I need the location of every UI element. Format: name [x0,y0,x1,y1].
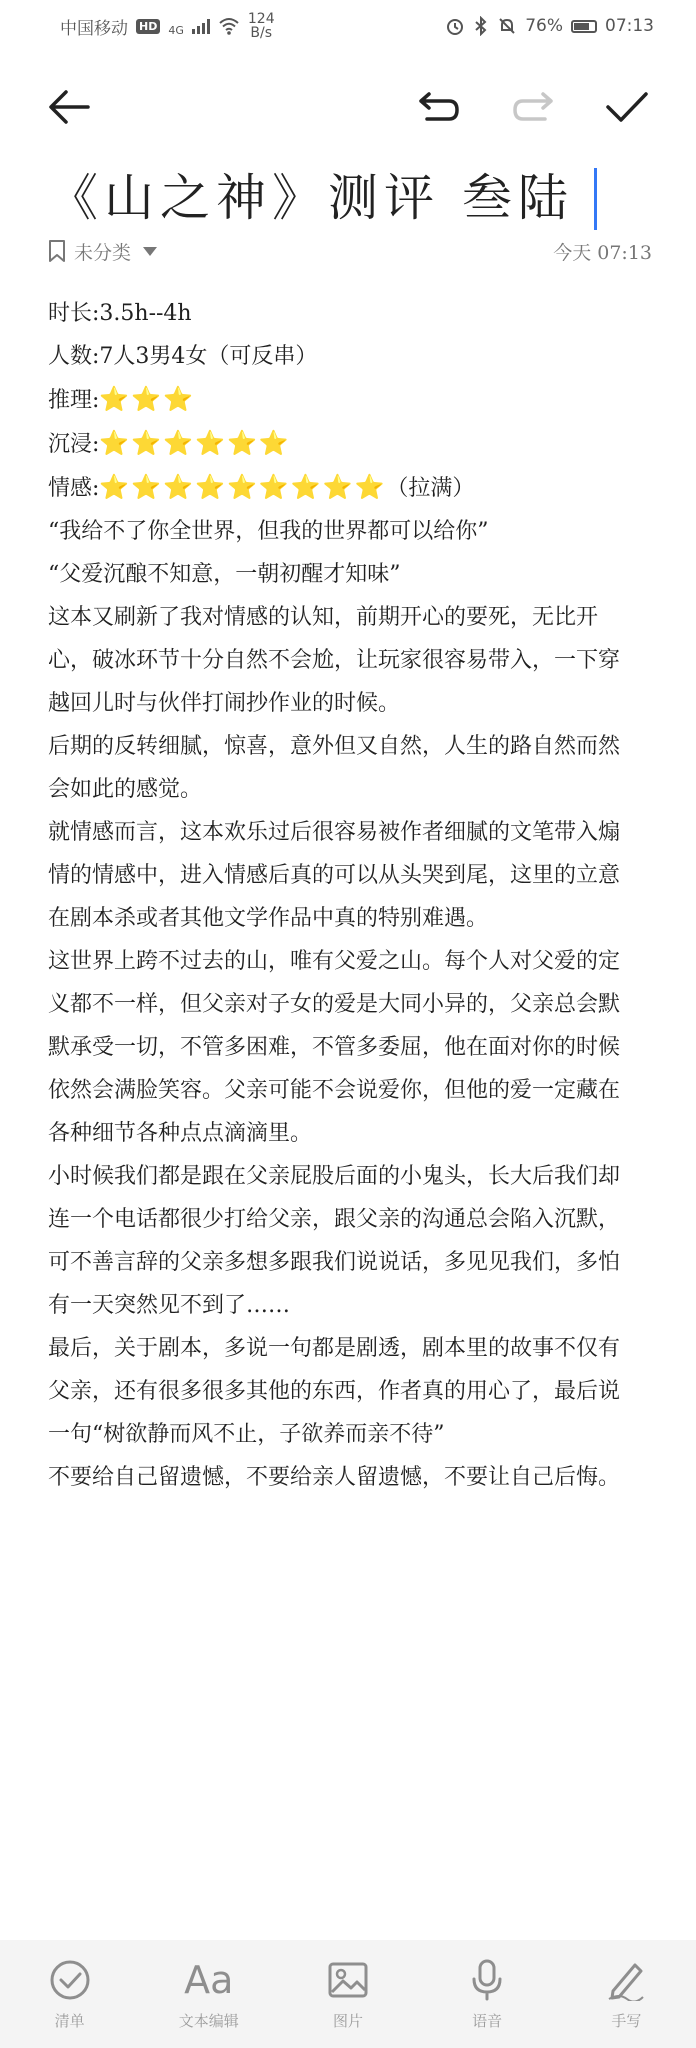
reasoning-rating [48,378,630,422]
redo-icon [511,90,555,124]
checklist-label: 清单 [54,2011,85,2030]
image-icon [327,1959,369,2001]
paragraph: 这世界上跨不过去的山，唯有父爱之山。每个人对父爱的定义都不一样，但父亲对子女的爱是大同小异的，父亲总会默默承受一切，不管多困难，不管多委屈，他在面对你的时候依然会满脸笑容。父亲可能不会说爱你，但他的爱一定藏在各种细节各种点点滴滴里。 [48,949,621,1146]
back-arrow-icon [48,89,90,125]
microphone-icon [466,1958,508,2002]
paragraph: 就情感而言，这本欢乐过后很容易被作者细腻的文笔带入煽情的情感中，进入情感后真的可以从头哭到尾，这里的立意在剧本杀或者其他文学作品中真的特别难遇。 [48,820,621,931]
bookmark-icon [48,239,66,263]
redo-button[interactable] [508,82,558,132]
net-speed [248,12,275,40]
immersion-rating [48,422,630,466]
category-label: 未分类 [74,241,132,264]
voice-button[interactable] [427,1958,547,2031]
done-button[interactable] [602,82,652,132]
network-type: 4G [168,24,184,37]
handwriting-button[interactable] [566,1958,686,2031]
paragraph: 不要给自己留遗憾，不要给亲人留遗憾，不要让自己后悔。 [48,1465,621,1490]
paragraph: 后期的反转细腻，惊喜，意外但又自然，人生的路自然而然会如此的感觉。 [48,734,621,802]
bottom-toolbar [0,1940,696,2048]
back-button[interactable] [44,82,94,132]
voice-label: 语音 [472,2011,503,2030]
text-format-label: 文本编辑 [178,2011,239,2030]
emotion-stars: ⭐⭐⭐⭐⭐⭐⭐⭐⭐ [99,473,387,501]
reasoning-label: 推理: [48,388,100,413]
mute-icon [497,16,517,36]
immersion-label: 沉浸: [48,432,100,457]
category-selector[interactable] [48,238,157,265]
undo-icon [417,90,461,124]
hd-badge: HD [136,19,160,34]
net-speed-value: 124 [247,11,275,27]
quote-line: “父爱沉酿不知意，一朝初醒才知味” [48,562,401,587]
emotion-rating [48,466,630,510]
signal-icon [192,18,210,34]
immersion-stars: ⭐⭐⭐⭐⭐⭐ [99,429,291,457]
bluetooth-icon [473,16,489,36]
image-label: 图片 [332,2011,363,2030]
reasoning-stars: ⭐⭐⭐ [99,385,196,413]
text-cursor [594,168,597,230]
note-meta [48,234,652,268]
status-bar [0,0,696,52]
carrier-name: 中国移动 [60,18,128,39]
emotion-note: （拉满） [386,476,475,501]
emotion-label: 情感: [48,476,100,501]
image-button[interactable] [288,1958,408,2031]
handwriting-label: 手写 [611,2011,642,2030]
note-body[interactable] [48,292,630,1499]
checklist-icon [49,1959,91,2001]
duration-line: 时长:3.5h--4h [48,301,192,326]
handwriting-pen-icon [605,1959,647,2001]
note-title[interactable]: 《山之神》测评 叁陆 [48,169,574,227]
undo-button[interactable] [414,82,464,132]
paragraph: 小时候我们都是跟在父亲屁股后面的小鬼头，长大后我们却连一个电话都很少打给父亲，跟父亲的沟通总会陷入沉默，可不善言辞的父亲多想多跟我们说说话，多见见我们，多怕有一天突然见不到了…… [48,1164,621,1318]
players-line: 人数:7人3男4女（可反串） [48,344,318,369]
text-format-icon: Aa [184,1957,234,2002]
editor-toolbar [0,72,696,142]
wifi-icon [218,17,240,35]
status-left [60,12,275,40]
status-time: 07:13 [605,16,654,36]
text-format-button[interactable] [149,1958,269,2031]
note-timestamp: 今天 07:13 [553,241,652,264]
check-icon [605,90,649,124]
alarm-icon [445,16,465,36]
chevron-down-icon [143,247,157,256]
net-speed-unit: B/s [250,25,273,41]
quote-line: “我给不了你全世界，但我的世界都可以给你” [48,519,489,544]
battery-percent: 76% [525,16,563,36]
paragraph: 最后，关于剧本，多说一句都是剧透，剧本里的故事不仅有父亲，还有很多很多其他的东西，作者真的用心了，最后说一句“树欲静而风不止，子欲养而亲不待” [48,1336,621,1447]
paragraph: 这本又刷新了我对情感的认知，前期开心的要死，无比开心，破冰环节十分自然不会尬，让玩家很容易带入，一下穿越回儿时与伙伴打闹抄作业的时候。 [48,605,621,716]
checklist-button[interactable] [10,1958,130,2031]
battery-icon [571,20,597,33]
status-right [445,16,654,36]
